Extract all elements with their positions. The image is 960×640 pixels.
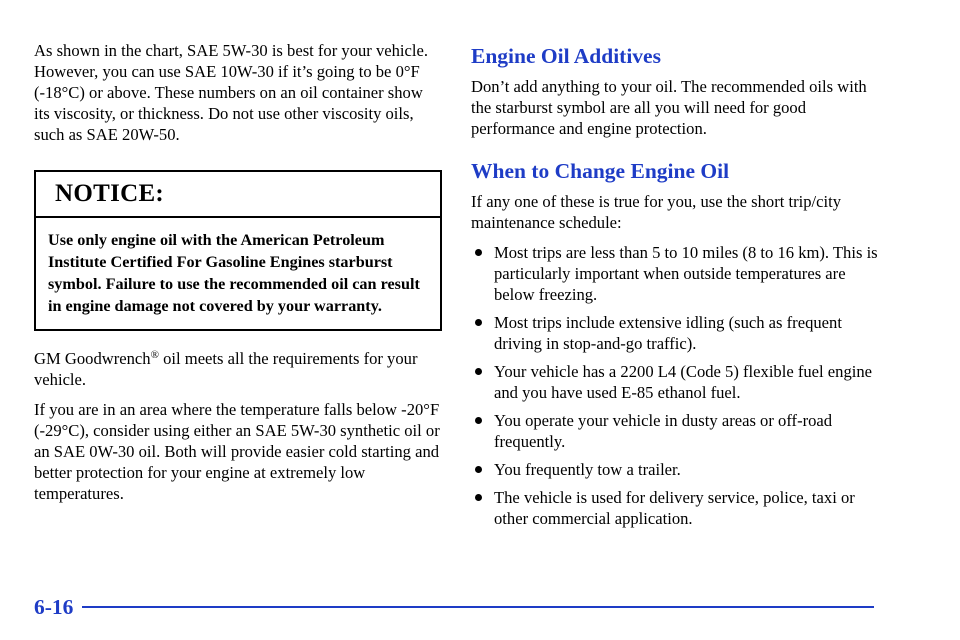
schedule-paragraph: If any one of these is true for you, use the short trip/city maintenance schedule: bbox=[471, 192, 842, 232]
list-item-text: Most trips include extensive idling (such as frequent driving in stop-and-go traffic). bbox=[494, 313, 842, 353]
cold-climate-paragraph: If you are in an area where the temperature falls below -20°F (-29°C), consider using either an SAE 5W-30 synthetic oil or an SAE 0W-30 oil. Both will provide easier cold starting and better protection for your engine at extremely low temperatures. bbox=[34, 400, 440, 503]
list-item bbox=[471, 487, 881, 529]
additives-paragraph: Don’t add anything to your oil. The recommended oils with the starburst symbol are all you will need for good performance and engine protection. bbox=[471, 77, 867, 138]
list-item bbox=[471, 361, 881, 403]
bullet-icon bbox=[475, 249, 482, 256]
footer-rule bbox=[82, 606, 874, 608]
short-trip-conditions-list bbox=[471, 242, 881, 529]
list-item bbox=[471, 242, 881, 305]
goodwrench-text-rest: oil meets all the requirements for your vehicle. bbox=[34, 349, 418, 389]
bullet-icon bbox=[475, 466, 482, 473]
list-item-text: Most trips are less than 5 to 10 miles (8 to 16 km). This is particularly important when outside temperatures are below freezing. bbox=[494, 243, 878, 304]
heading-engine-oil-additives: Engine Oil Additives bbox=[471, 44, 661, 68]
list-item-text: You frequently tow a trailer. bbox=[494, 460, 681, 479]
list-item-text: Your vehicle has a 2200 L4 (Code 5) flexible fuel engine and you have used E-85 ethanol fuel. bbox=[494, 362, 873, 402]
right-column bbox=[471, 40, 881, 536]
list-item bbox=[471, 312, 881, 354]
goodwrench-paragraph bbox=[34, 348, 442, 390]
notice-text: Use only engine oil with the American Petroleum Institute Certified For Gasoline Engines starburst symbol. Failure to use the recommended oil can result in engine damage not covered by your warranty. bbox=[48, 231, 420, 315]
list-item bbox=[471, 410, 881, 452]
list-item bbox=[471, 459, 881, 480]
bullet-icon bbox=[475, 319, 482, 326]
left-column bbox=[34, 40, 442, 504]
bullet-icon bbox=[475, 417, 482, 424]
oil-viscosity-paragraph: As shown in the chart, SAE 5W-30 is best for your vehicle. However, you can use SAE 10W-30 if it’s going to be 0°F (-18°C) or above. These numbers on an oil container show its viscosity, or thickness. Do not use other viscosity oils, such as SAE 20W-50. bbox=[34, 41, 429, 144]
bullet-icon bbox=[475, 494, 482, 501]
heading-when-to-change-oil: When to Change Engine Oil bbox=[471, 159, 730, 183]
page-number: 6-16 bbox=[34, 595, 74, 619]
list-item-text: You operate your vehicle in dusty areas or off-road frequently. bbox=[494, 411, 833, 451]
notice-title: NOTICE: bbox=[36, 172, 440, 218]
goodwrench-text: GM Goodwrench bbox=[34, 349, 151, 368]
notice-box bbox=[34, 170, 442, 331]
list-item-text: The vehicle is used for delivery service, police, taxi or other commercial application. bbox=[494, 488, 855, 528]
registered-mark: ® bbox=[150, 349, 159, 361]
bullet-icon bbox=[475, 368, 482, 375]
